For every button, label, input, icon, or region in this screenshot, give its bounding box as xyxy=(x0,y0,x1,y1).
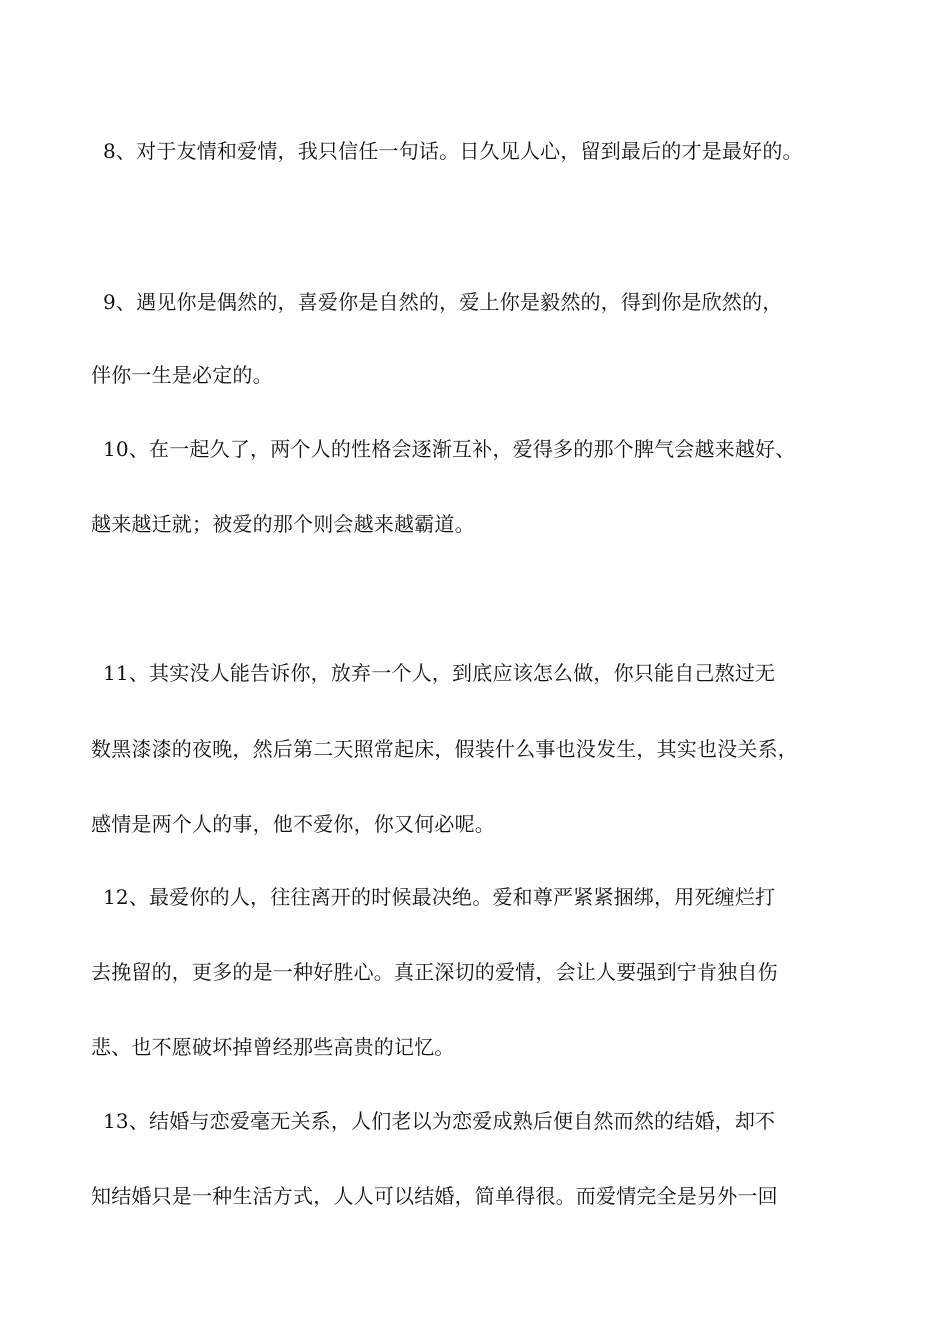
paragraph-12-line-2: 去挽留的，更多的是一种好胜心。真正深切的爱情，会让人要强到宁肯独自伤 xyxy=(91,960,778,984)
paragraph-8-line-1: 8、对于友情和爱情，我只信任一句话。日久见人心，留到最后的才是最好的。 xyxy=(103,139,803,163)
paragraph-10-line-1: 10、在一起久了，两个人的性格会逐渐互补，爱得多的那个脾气会越来越好、 xyxy=(103,437,796,461)
paragraph-13-line-1: 13、结婚与恋爱毫无关系，人们老以为恋爱成熟后便自然而然的结婚，却不 xyxy=(103,1109,776,1133)
paragraph-11-line-1: 11、其实没人能告诉你，放弃一个人，到底应该怎么做，你只能自己熬过无 xyxy=(103,661,776,685)
paragraph-9-line-2: 伴你一生是必定的。 xyxy=(91,363,273,387)
paragraph-11-line-2: 数黑漆漆的夜晚，然后第二天照常起床，假装什么事也没发生，其实也没关系， xyxy=(91,737,798,761)
paragraph-9-line-1: 9、遇见你是偶然的，喜爱你是自然的，爱上你是毅然的，得到你是欣然的， xyxy=(103,290,783,314)
paragraph-12-line-1: 12、最爱你的人，往往离开的时候最决绝。爱和尊严紧紧捆绑，用死缠烂打 xyxy=(103,885,776,909)
paragraph-10-line-2: 越来越迁就；被爱的那个则会越来越霸道。 xyxy=(91,512,475,536)
paragraph-11-line-3: 感情是两个人的事，他不爱你，你又何必呢。 xyxy=(91,812,495,836)
paragraph-12-line-3: 悲、也不愿破坏掉曾经那些高贵的记忆。 xyxy=(91,1035,455,1059)
paragraph-13-line-2: 知结婚只是一种生活方式，人人可以结婚，简单得很。而爱情完全是另外一回 xyxy=(91,1184,778,1208)
